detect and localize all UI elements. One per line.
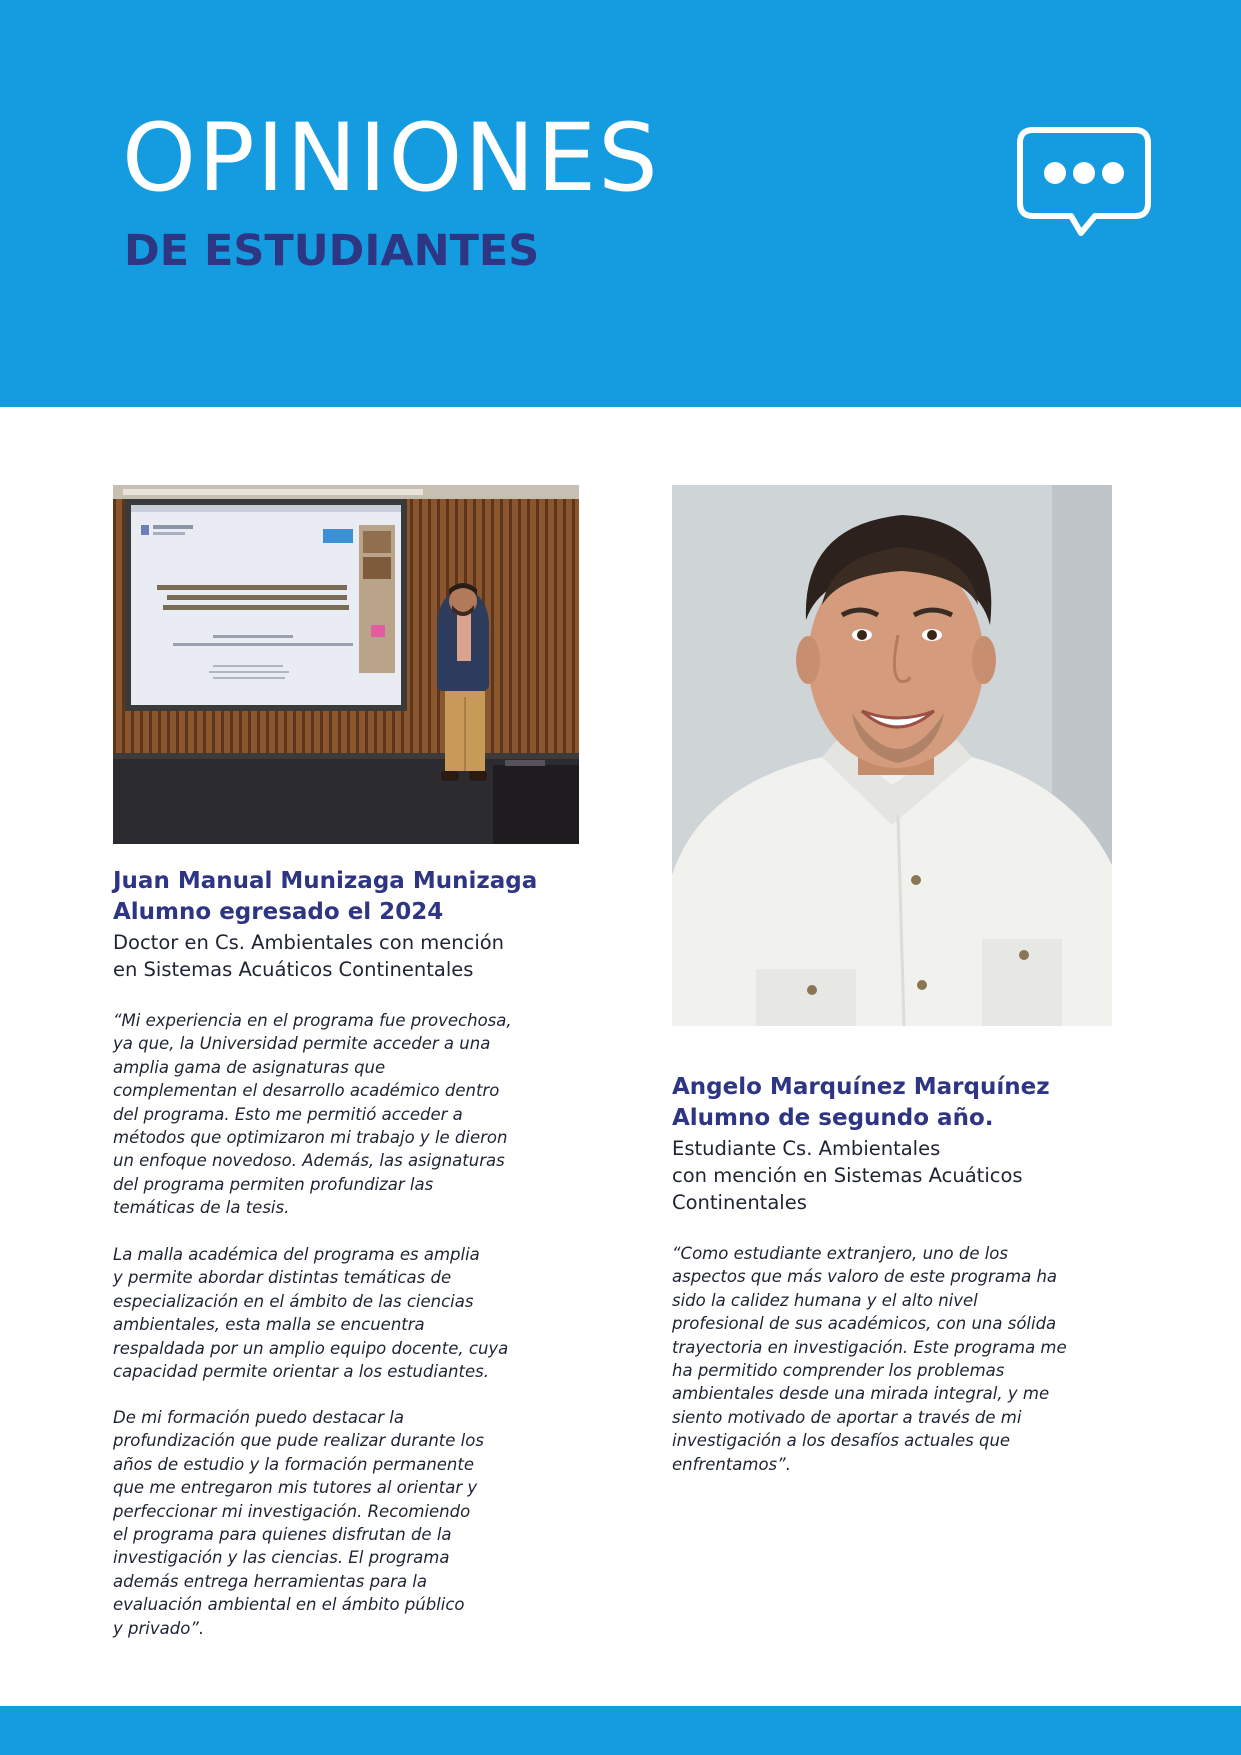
quote-line: un enfoque novedoso. Además, las asignaturas [113,1151,505,1171]
quote-line: trayectoria en investigación. Este programa me [672,1337,1067,1357]
quote-line: investigación y las ciencias. El programa [113,1548,450,1568]
quote-line: del programa. Esto me permitió acceder a [113,1104,463,1124]
quote-line: La malla académica del programa es amplia [113,1245,480,1264]
testimonial-role-2: Estudiante Cs. Ambientales [672,1137,941,1160]
quote-line: respaldada por un amplio equipo docente, cuya [113,1338,509,1358]
quote-line: profundización que pude realizar durante los [113,1431,484,1451]
quote-line: el programa para quienes disfrutan de la [113,1525,452,1544]
quote-line: De mi formación puedo destacar la [113,1408,404,1427]
portrait-photo [672,485,1112,1026]
quote-line: sido la calidez humana y el alto nivel [672,1290,978,1310]
quote-line: ambientales desde una mirada integral, y me [672,1384,1050,1404]
quote-line: ha permitido comprender los problemas [672,1361,1005,1380]
quote-line: complementan el desarrollo académico dentro [113,1081,500,1101]
quote-line: amplia gama de asignaturas que [113,1057,386,1077]
quote-line: además entrega herramientas para la [113,1571,427,1591]
testimonial-name-1: Juan Manual Munizaga Munizaga [113,868,538,894]
quote-line: “Como estudiante extranjero, uno de los [672,1244,1008,1263]
quote-line: enfrentamos”. [672,1454,791,1474]
quote-line: y permite abordar distintas temáticas de [113,1268,452,1288]
quote-line: investigación a los desafíos actuales que [672,1431,1011,1451]
quote-line: ya que, la Universidad permite acceder a una [113,1034,491,1054]
quote-line: “Mi experiencia en el programa fue provechosa, [113,1011,512,1030]
quote-line: temáticas de la tesis. [113,1198,290,1218]
quote-line: del programa permiten profundizar las [113,1174,434,1194]
testimonial-role-1: en Sistemas Acuáticos Continentales [113,958,474,981]
presentation-photo [113,485,579,844]
page-subtitle: DE ESTUDIANTES [124,226,540,276]
quote-line: profesional de sus académicos, con una sólida [672,1314,1057,1334]
page-title: OPINIONES [122,104,660,213]
footer-bar [0,1706,1241,1755]
quote-line: ambientales, esta malla se encuentra [113,1315,425,1335]
header-banner [0,0,1241,407]
quote-line: años de estudio y la formación permanente [113,1454,475,1474]
speech-bubble-icon [1015,125,1153,243]
testimonial-status-1: Alumno egresado el 2024 [113,899,444,925]
testimonial-role-2: con mención en Sistemas Acuáticos [672,1164,1023,1187]
quote-line: especialización en el ámbito de las ciencias [113,1291,474,1311]
testimonial-name-2: Angelo Marquínez Marquínez [672,1074,1050,1100]
quote-line: aspectos que más valoro de este programa ha [672,1267,1058,1287]
quote-line: métodos que optimizaron mi trabajo y le dieron [113,1128,508,1147]
quote-line: perfeccionar mi investigación. Recomiendo [113,1501,471,1521]
quote-line: capacidad permite orientar a los estudiantes. [113,1362,489,1381]
testimonial-role-2: Continentales [672,1191,807,1214]
quote-line: y privado”. [113,1618,205,1638]
quote-line: siento motivado de aportar a través de mi [672,1407,1022,1427]
quote-line: evaluación ambiental en el ámbito público [113,1595,465,1615]
testimonial-status-2: Alumno de segundo año. [672,1105,994,1131]
quote-line: que me entregaron mis tutores al orientar y [113,1478,478,1498]
testimonial-role-1: Doctor en Cs. Ambientales con mención [113,931,505,954]
